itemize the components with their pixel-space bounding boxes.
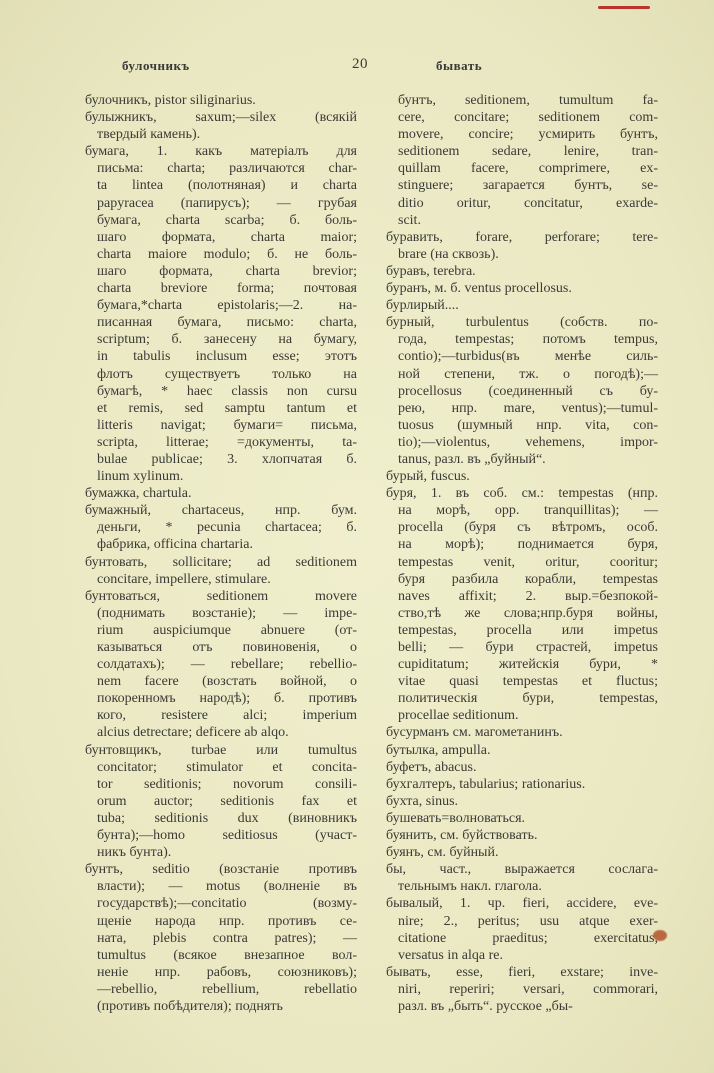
page-number: 20 [352,56,368,72]
entry-line: vitae quasi tempestas et fluctus; [398,674,658,690]
entry-headline: буравить, forare, perforare; tere- [386,229,658,245]
entry-headline: бушевать=волноваться. [386,810,526,826]
entry-headline: бухгалтеръ, tabularius; rationarius. [386,776,586,792]
entry-headline: булочникъ, pistor siliginarius. [85,93,256,108]
entry-headline: буянить, см. буйствовать. [386,828,538,844]
dictionary-entry [386,776,658,793]
entry-line: procellae seditionum. [398,708,519,724]
dictionary-entry [85,143,357,485]
entry-headline: булыжникъ, saxum;—silex (всякій [85,110,357,126]
entry-line: бумага, charta scarba; б. боль- [97,212,357,228]
dictionary-entry [85,554,357,588]
entry-line: cere, concitare; seditionem com- [398,110,658,126]
dictionary-entry [85,742,357,862]
running-head-left: булочникъ [122,58,190,73]
entry-line: citatione praeditus; exercitatus, [398,930,658,946]
entry-line: шаго формата, charta maior; [97,229,357,245]
entry-line: бунта);—homo seditiosus (участ- [97,828,357,844]
entry-line: твердый камень). [97,127,201,143]
entry-line: seditionem sedare, lenire, tran- [398,144,658,160]
dictionary-entry [386,895,658,963]
entry-line: belli; — бури страстей, impetus [398,640,658,655]
entry-line: nem facere (возстать войной, о [97,674,357,690]
entry-line: ta lintea (полотняная) и charta [97,178,357,194]
dictionary-entry [386,724,658,741]
entry-line: (поднимать возстаніе); — impe- [97,605,357,621]
dictionary-entry [85,861,357,1015]
entry-line: orum auctor; seditionis fax et [97,793,357,809]
entry-headline: бухта, sinus. [386,793,459,809]
entry-line: буря разбила корабли, tempestas [398,571,658,587]
entry-line: et remis, sed samptu tantum et [97,400,357,416]
entry-line: niri, reperiri; versari, commorari, [398,981,658,997]
entry-line: на морѣ); поднимается буря, [398,537,658,553]
entry-headline: бусурманъ см. магометанинъ. [386,725,563,741]
entry-line: разл. въ „быть“. русское „бы- [398,998,573,1014]
entry-line: государствѣ);—concitatio (возму- [97,896,357,912]
entry-headline: бывалый, 1. чр. fieri, accidere, eve- [386,896,658,912]
entry-line: tumultus (всякое внезапное вол- [97,947,357,963]
entry-line: рею, нпр. mare, ventus);—tumul- [398,400,658,416]
entry-line: деньги, * pecunia chartacea; б. [97,520,357,536]
entry-line: политическія бури, tempestas, [398,691,658,707]
dictionary-entry [386,297,658,314]
dictionary-entry [386,827,658,844]
entry-line: бумагѣ, * haec classis non cursu [97,383,357,399]
dictionary-entry [386,229,658,263]
entry-line: charta maiore modulo; б. не боль- [97,246,357,262]
entry-line: бунтъ, seditionem, tumultum fa- [398,93,658,108]
entry-line: scriptum; б. занесену на бумагу, [97,332,357,348]
entry-line: казываться отъ повиновенія, о [97,640,357,655]
entry-line: покоренномъ народѣ); б. противъ [97,691,357,707]
entry-line: concitare, impellere, stimulare. [97,571,271,587]
dictionary-entry [386,742,658,759]
entry-line: in tabulis inclusum esse; этотъ [97,349,357,365]
dictionary-entry [386,263,658,280]
dictionary-entry [386,793,658,810]
entry-line: кого, resistere alci; imperium [97,708,357,724]
entry-headline: бунтовать, sollicitare; ad seditionem [85,554,357,570]
entry-line: бумага,*charta epistolaris;—2. на- [97,298,357,314]
dictionary-entry [386,861,658,895]
entry-line: писанная бумага, письмо: charta, [97,315,357,331]
entry-line: charta breviore forma; почтовая [97,281,357,297]
dictionary-entry [85,502,357,553]
entry-line: tempestas venit, oritur, cooritur; [398,554,658,570]
entry-line: фабрика, officina chartaria. [97,537,253,553]
entry-line: procella (буря съ вѣтромъ, особ. [398,520,658,536]
dictionary-entry [386,964,658,1015]
entry-line: ditio oritur, concitatur, exarde- [398,195,658,211]
entry-line: tuba; seditionis dux (виновникъ [97,810,357,826]
entry-line: cupiditatum; житейскія бури, * [398,657,658,673]
dictionary-entry [85,92,357,109]
entry-headline: буранъ, м. б. ventus procellosus. [386,281,572,297]
entry-headline: буря, 1. въ соб. см.: tempestas (нпр. [386,486,658,502]
entry-headline: бунтовщикъ, turbae или tumultus [85,742,357,758]
entry-line: солдатахъ); — rebellare; rebellio- [97,657,357,673]
entry-line: brare (на сквозь). [398,246,499,262]
entry-line: ство,тѣ же слова;нпр.буря войны, [398,605,658,621]
entry-line: неніе нпр. рабовъ, союзниковъ); [97,964,357,980]
red-mark [598,6,650,9]
entry-line: tempestas, procella или impetus [398,622,658,638]
entry-headline: бутылка, ampulla. [386,742,491,758]
entry-line: никъ бунта). [97,845,172,861]
dictionary-entry [85,588,357,742]
entry-line: года, tempestas; потомъ tempus, [398,332,658,348]
entry-line: ната, plebis contra patres); — [97,930,357,946]
entry-line: litteris navigat; бумаги= письма, [97,417,357,433]
dictionary-entry [386,314,658,468]
entry-headline: буянъ, см. буйный. [386,845,499,861]
entry-line: власти); — motus (волненіе въ [97,879,357,895]
entry-line: rium auspiciumque abnuere (от- [97,622,357,638]
entry-line: concitator; stimulator et concita- [97,759,357,775]
entry-line: quillam facere, comprimere, ex- [398,161,658,177]
entry-line: tor seditionis; novorum consili- [97,776,357,792]
entry-line: tanus, разл. въ „буйный“. [398,451,546,467]
entry-line: bulae publicae; 3. хлопчатая б. [97,451,357,467]
entry-line: nire; 2., peritus; usu atque exer- [398,913,658,929]
dictionary-entry [386,844,658,861]
dictionary-entry [386,468,658,485]
left-column [85,92,357,1015]
running-head-right: бывать [436,58,483,73]
entry-line: alcius detrectare; deficere ab alqo. [97,725,289,741]
dictionary-entry [386,759,658,776]
entry-headline: буравъ, terebra. [386,263,476,279]
entry-line: naves affixit; 2. выр.=безпокой- [398,588,658,604]
entry-line: тельнымъ накл. глагола. [398,879,542,895]
entry-line: (противъ побѣдителя); поднять [97,998,283,1014]
entry-line: флотъ существуетъ только на [97,366,357,382]
entry-line: шаго формата, charta brevior; [97,263,357,279]
dictionary-entry [85,109,357,143]
entry-headline: бумажный, chartaceus, нпр. бум. [85,503,357,519]
dictionary-entry [386,810,658,827]
entry-headline: бурлирый.... [386,298,459,314]
entry-line: на морѣ, opp. tranquillitas); — [398,503,658,519]
entry-line: papyracea (папирусъ); — грубая [97,195,357,211]
entry-headline: бумажка, chartula. [85,486,192,502]
entry-line: ной степени, тж. о погодѣ);— [398,366,658,382]
entry-line: scit. [398,212,421,228]
entry-headline: буфетъ, abacus. [386,759,477,775]
entry-headline: бы, част., выражается сослага- [386,862,658,878]
dictionary-entry [386,92,658,229]
entry-line: письма: charta; различаются char- [97,161,357,177]
dictionary-entry [85,485,357,502]
entry-headline: бумага, 1. какъ матеріалъ для [85,144,357,160]
entry-line: movere, concire; усмирить бунтъ, [398,127,658,143]
entry-line: tuosus (шумный нпр. vita, con- [398,417,658,433]
dictionary-entry [386,485,658,724]
entry-line: versatus in alqa re. [398,947,503,963]
dictionary-entry [386,280,658,297]
entry-headline: бурый, fuscus. [386,469,470,485]
entry-line: scripta, litterae; =документы, ta- [97,434,357,450]
right-column [386,92,658,1015]
entry-line: щеніе народа нпр. противъ се- [97,913,357,929]
entry-line: linum xylinum. [97,469,184,485]
entry-headline: бунтоваться, seditionem movere [85,588,357,604]
entry-headline: бунтъ, seditio (возстаніе противъ [85,862,357,878]
entry-headline: бывать, esse, fieri, exstare; inve- [386,964,658,980]
entry-line: stinguere; загарается бунтъ, se- [398,178,658,194]
entry-line: procellosus (соединенный съ бу- [398,383,658,399]
entry-line: tio);—violentus, vehemens, impor- [398,434,658,450]
entry-headline: бурный, turbulentus (собств. по- [386,315,658,331]
entry-line: contio);—turbidus(въ менѣе силь- [398,349,658,365]
entry-line: —rebellio, rebellium, rebellatio [97,981,357,997]
